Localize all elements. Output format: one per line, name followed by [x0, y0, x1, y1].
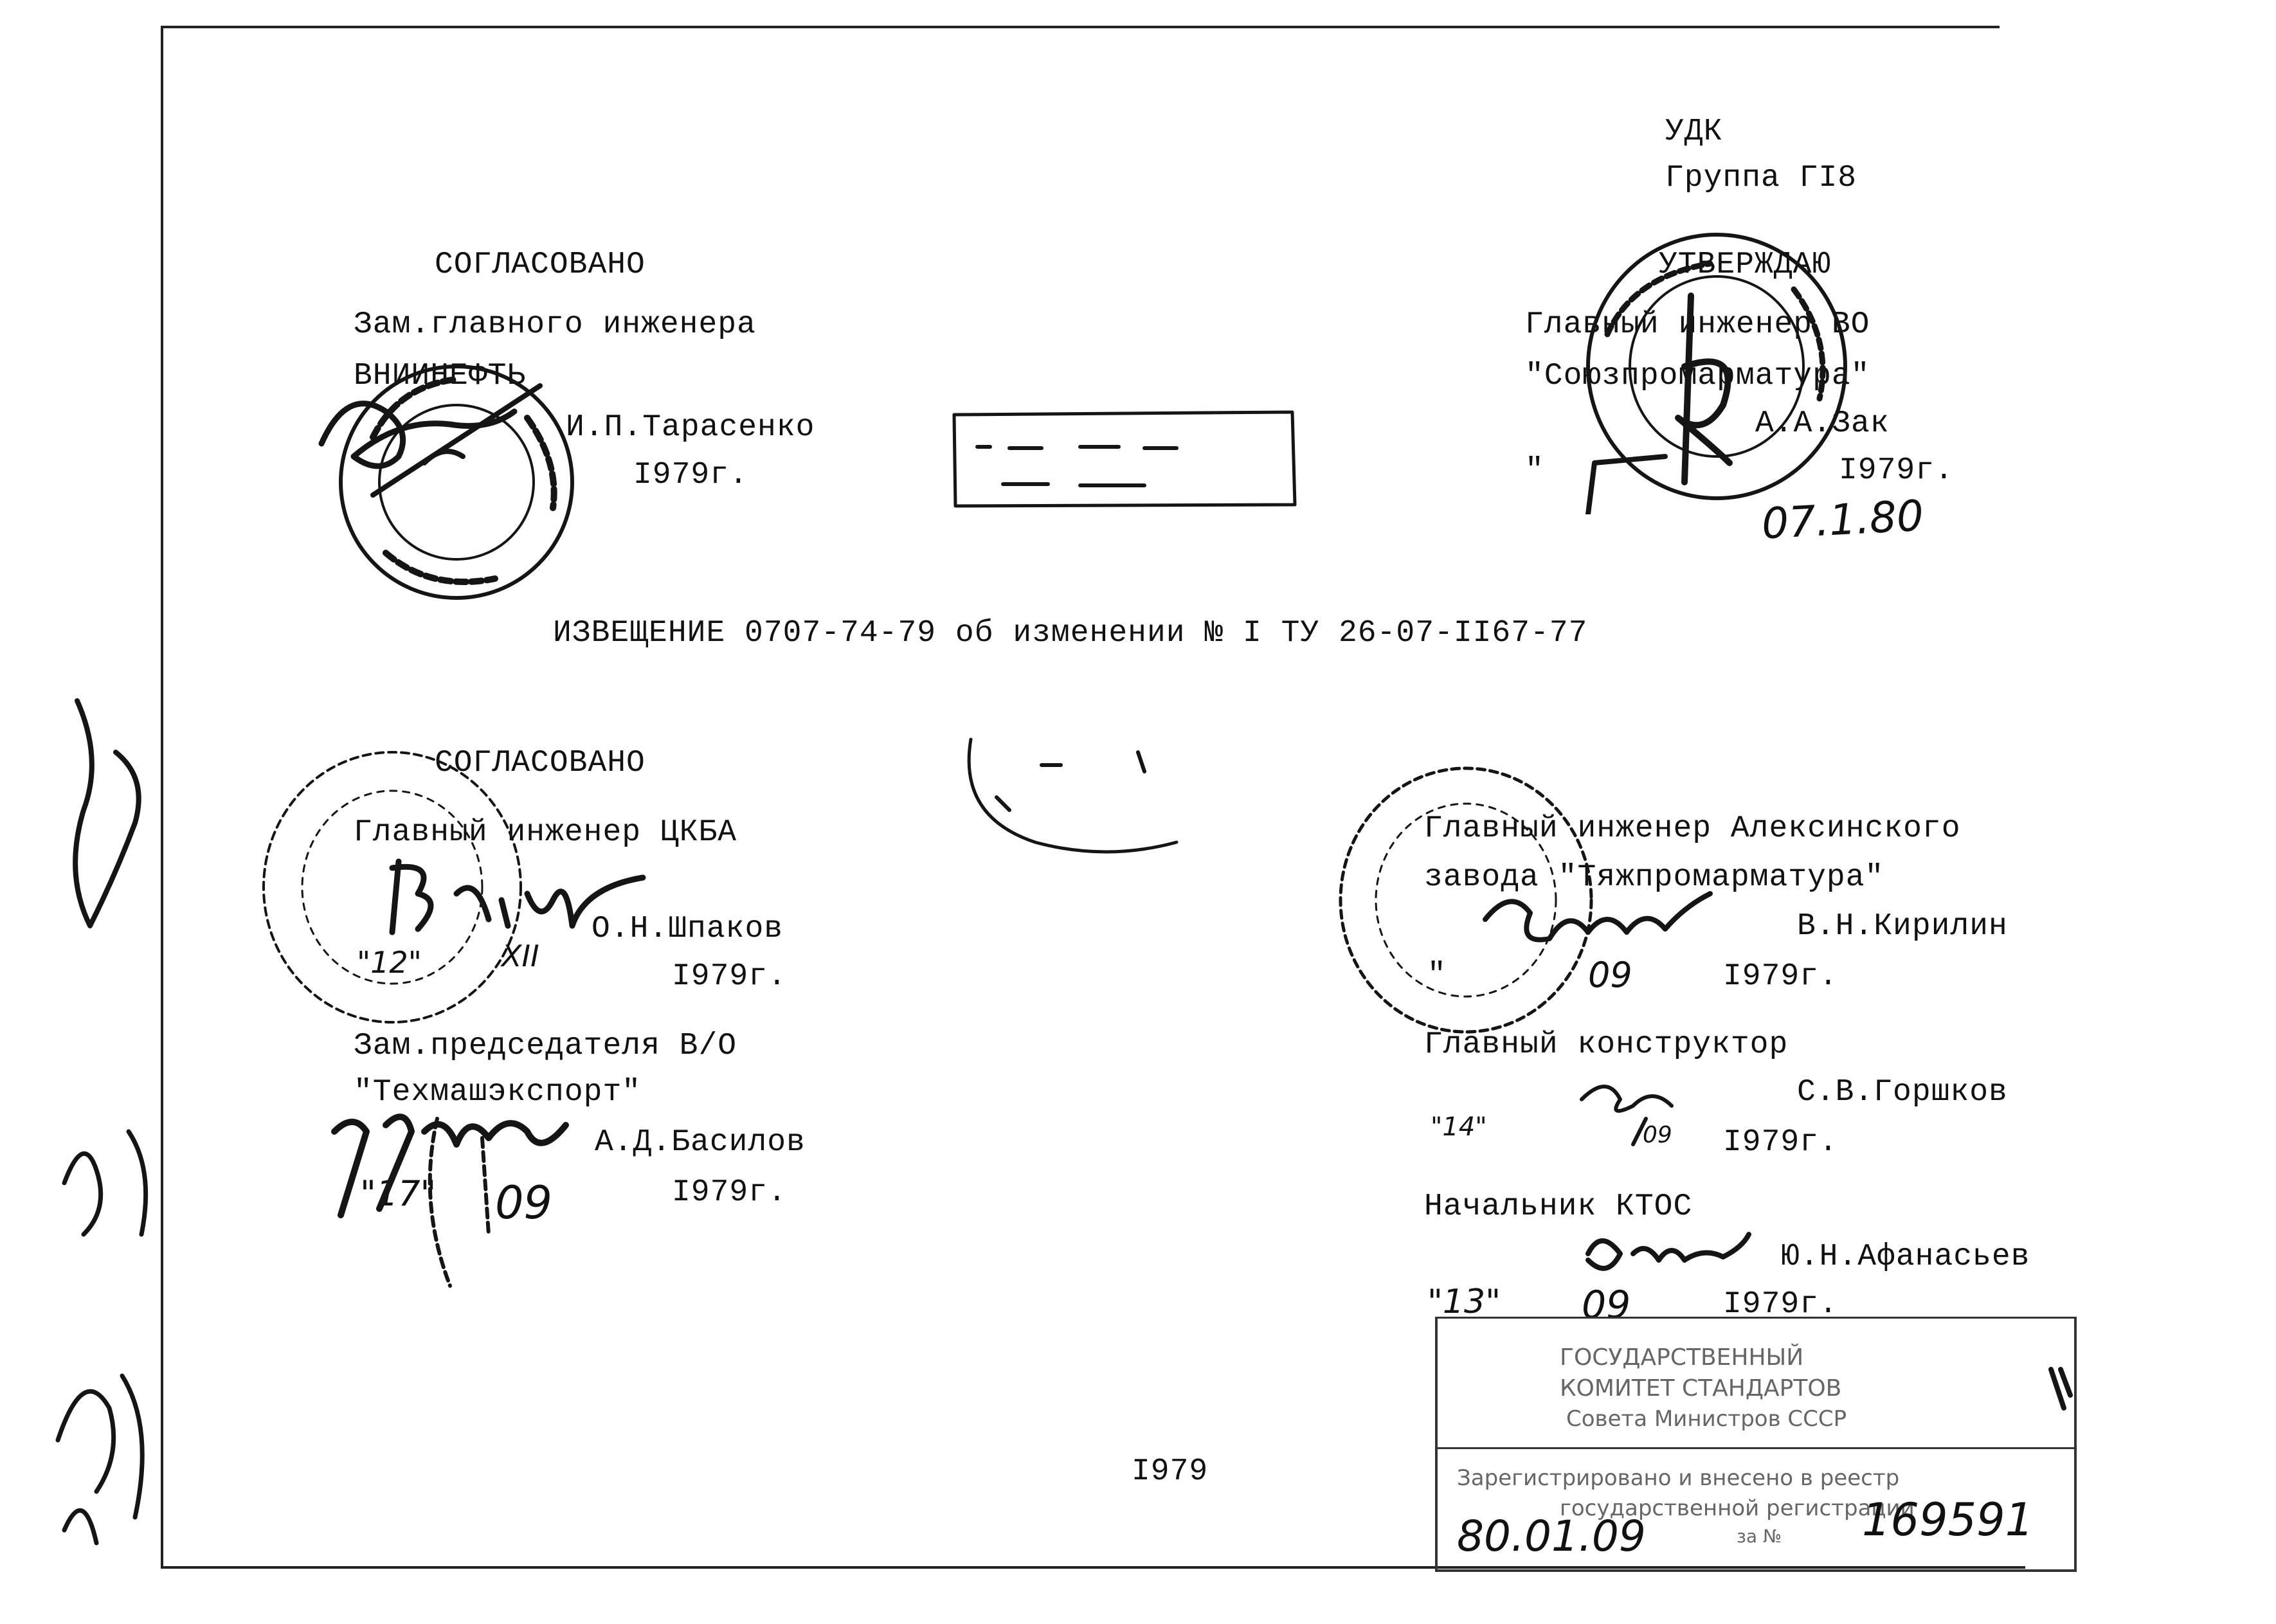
aleksin-position-1: Главный инженер Алексинского [1424, 811, 1961, 846]
registry-stamp-line-1: ГОСУДАРСТВЕННЫЙ [1560, 1344, 1804, 1371]
registry-stamp-number: 169591 [1862, 1493, 2034, 1546]
left-approval-org: ВНИИНЕФТЬ [354, 359, 527, 393]
right-approval-year: I979г. [1839, 453, 1954, 488]
right-approval-quote: " [1525, 453, 1544, 488]
aleksin-seal [1331, 759, 1601, 1042]
margin-handwriting [26, 681, 174, 1569]
registry-stamp-divider [1438, 1447, 2074, 1449]
chief-designer-position: Главный конструктор [1424, 1027, 1789, 1062]
left-approval-heading: СОГЛАСОВАНО [435, 248, 646, 282]
techmash-year: I979г. [672, 1175, 787, 1210]
ckba-position: Главный инженер ЦКБА [354, 815, 737, 850]
frame-top [161, 26, 2000, 28]
frame-left [161, 26, 163, 1569]
right-approval-heading: УТВЕРЖДАЮ [1659, 248, 1832, 282]
notice-title: ИЗВЕЩЕНИЕ 0707-74-79 об изменении № I ТУ 26-07-II67-77 [553, 616, 1588, 651]
registry-stamp-line-4: Зарегистрировано и внесено в реестр [1457, 1465, 1900, 1491]
chief-designer-date-prefix: "14" [1431, 1112, 1487, 1142]
techmash-position-2: "Техмашэкспорт" [354, 1075, 642, 1110]
aleksin-date-prefix: " [1427, 958, 1447, 993]
left-approval-name: И.П.Тарасенко [566, 410, 815, 445]
right-approval-name: А.А.Зак [1755, 406, 1890, 441]
signature-afanasiev [1575, 1222, 1755, 1292]
aleksin-year: I979г. [1723, 959, 1838, 994]
udk-label: УДК [1665, 114, 1723, 149]
techmash-date-prefix: "17" [360, 1173, 437, 1214]
chief-designer-date-month: 09 [1643, 1122, 1672, 1148]
ktos-name: Ю.Н.Афанасьев [1781, 1240, 2030, 1274]
center-stamp-top [952, 408, 1299, 511]
ckba-date-prefix: "12" [357, 945, 422, 980]
right-approval-position: Главный инженер ВО [1525, 307, 1870, 342]
ktos-position: Начальник КТОС [1424, 1189, 1693, 1224]
right-approval-org: "Союзпромарматура" [1525, 359, 1870, 393]
vnii-seal [334, 360, 579, 604]
group-label: Группа ГI8 [1665, 161, 1857, 195]
footer-year: I979 [1132, 1454, 1209, 1489]
registry-stamp-date: 80.01.09 [1457, 1511, 1646, 1561]
registry-stamp-line-3: Совета Министров СССР [1566, 1406, 1847, 1432]
ktos-year: I979г. [1723, 1287, 1838, 1322]
techmash-name: А.Д.Басилов [595, 1125, 806, 1160]
right-approval-handwritten-date: 07.1.80 [1760, 491, 1925, 549]
left-approval-position: Зам.главного инженера [354, 307, 756, 342]
aleksin-position-2: завода "Тяжпромарматура" [1424, 860, 1884, 895]
ktos-date-prefix: "13" [1427, 1283, 1501, 1321]
ckba-heading: СОГЛАСОВАНО [435, 746, 646, 780]
registry-stamp [1435, 1317, 2077, 1572]
techmash-date-month: 09 [495, 1177, 553, 1229]
chief-designer-year: I979г. [1723, 1125, 1838, 1160]
chief-designer-name: С.В.Горшков [1797, 1075, 2008, 1110]
techmash-position-1: Зам.председателя В/О [354, 1029, 737, 1063]
registry-stamp-line-5: государственной регистрации [1560, 1495, 1915, 1521]
center-stamp-bottom [958, 714, 1189, 855]
ktos-date-month: 09 [1582, 1283, 1631, 1328]
signature-gorshkov [1569, 1061, 1697, 1151]
ckba-name: О.Н.Шпаков [592, 912, 784, 946]
ckba-seal [257, 746, 527, 1029]
ckba-date-month: XII [501, 939, 539, 973]
left-approval-year: I979г. [633, 458, 748, 492]
registry-stamp-line-2: КОМИТЕТ СТАНДАРТОВ [1560, 1375, 1842, 1402]
registry-stamp-line-6: за № [1737, 1526, 1782, 1547]
ckba-year: I979г. [672, 959, 787, 994]
aleksin-name: В.Н.Кирилин [1797, 909, 2008, 944]
aleksin-date-month: 09 [1588, 955, 1632, 995]
